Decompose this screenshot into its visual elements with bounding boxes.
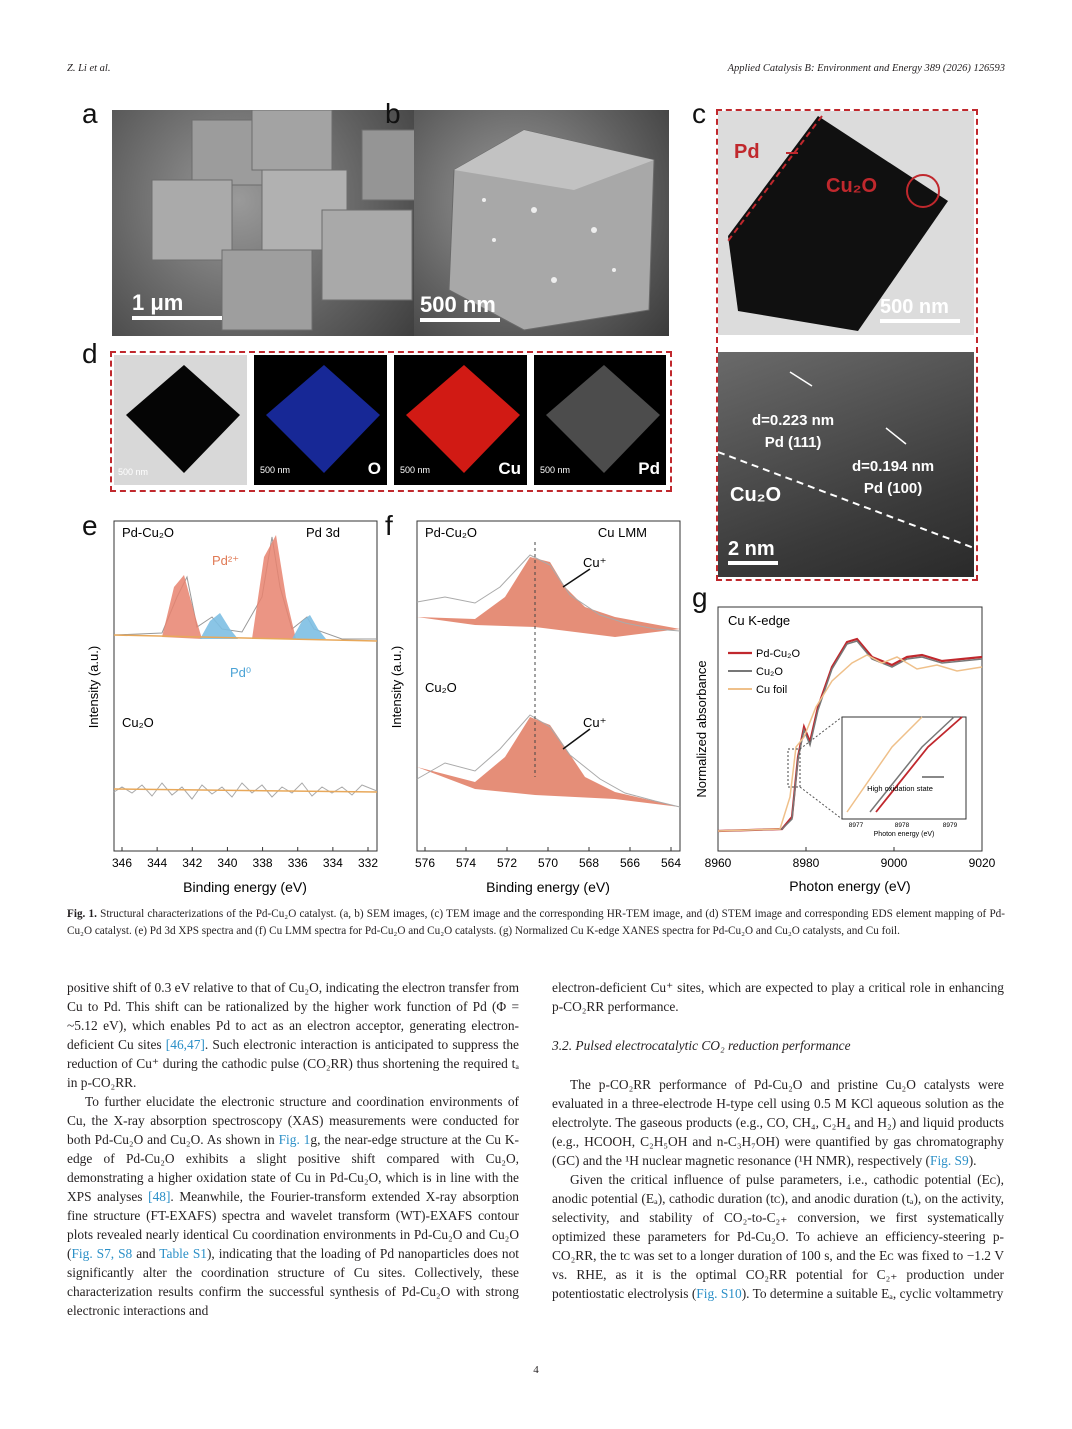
stem-scale: 500 nm	[118, 467, 149, 477]
figure-1	[62, 92, 1012, 895]
g-inset-tick-2: 8979	[942, 822, 958, 829]
e-tick-label: 334	[322, 856, 343, 870]
left-paragraph-2: To further elucidate the electronic structure and coordination environments of Cu, the X-ray absorption spectroscopy (XAS) measurements were conducted for both Pd-Cu₂O and Cu₂O. As shown in Fig. 1g, the near-edge structure at the Cu K-edge of Pd-Cu₂O exhibits a slight positive shift compared with Cu₂O, demonstrating a higher oxidation state of Cu in Pd-Cu₂O, which is in line with the XPS analyses [48]. Meanwhile, the Fourier-transform extended X-ray absorption fine structure (FT-EXAFS) spectra and wavelet transform (WT)-EXAFS contour plots revealed nearly identical Cu coordination environments in Pd-Cu₂O and Cu₂O (Fig. S7, S8 and Table S1), indicating that the loading of Pd nanoparticles does not significantly alter the coordination structure of Cu sites. Collectively, these characterization results confirm the successful synthesis of Pd-Cu₂O with strong electronic interactions and	[67, 1094, 520, 1318]
ref-fig-s9[interactable]: Fig. S9	[930, 1153, 969, 1168]
tem-image-c	[718, 111, 974, 335]
f-tick-label: 566	[619, 856, 641, 870]
ref-46-47[interactable]: [46,47]	[165, 1037, 205, 1052]
eds-map-pd	[534, 355, 666, 485]
ref-fig-s7-s8[interactable]: Fig. S7, S8	[71, 1246, 133, 1261]
e-pd2-label: Pd²⁺	[212, 553, 240, 568]
scale-bar-a: 1 μm	[132, 290, 222, 322]
f-tick-label: 564	[660, 856, 682, 870]
g-tick-label: 9000	[880, 856, 908, 870]
f-tick-label: 570	[537, 856, 559, 870]
f-top-label: Pd-Cu₂O	[425, 525, 478, 540]
xps-pd3d-chart	[82, 517, 382, 897]
panel-label-f: f	[385, 510, 393, 541]
e-bottom-label: Cu₂O	[122, 715, 154, 730]
f-tick-label: 574	[455, 856, 477, 870]
e-pd0-label: Pd⁰	[230, 665, 252, 680]
panel-label-g: g	[692, 582, 708, 613]
e-tick-label: 346	[111, 856, 133, 870]
eds-map-o	[254, 355, 387, 485]
hrtem-image	[718, 352, 974, 577]
ref-48[interactable]: [48]	[148, 1189, 171, 1204]
scale-bar-c: 500 nm	[880, 296, 960, 325]
right-paragraph-1: electron-deficient Cu⁺ sites, which are expected to play a critical role in enhancing p-CO₂RR performance.	[552, 980, 1004, 1014]
panel-label-d: d	[82, 338, 98, 369]
eds-pd-scale: 500 nm	[540, 465, 571, 475]
lattice-annotation-100: d=0.194 nm Pd (100)	[852, 458, 935, 497]
right-column	[552, 978, 1004, 1303]
panel-label-c: c	[692, 98, 706, 129]
g-inset-note: High oxidation state	[867, 784, 933, 793]
left-paragraph-1: positive shift of 0.3 eV relative to that of Cu₂O, indicating the electron transfer from Cu to Pd. This shift can be rationalized by the higher work function of Pd (Φ = ~5.12 eV), which enables Pd to act as an electron acceptor, generating electron-deficient Cu sites [46,47]. Such electronic interaction is anticipated to suppress the reduction of Cu⁺ during the cathodic pulse (CO₂RR) thus shortening the required tₐ in p-CO₂RR.	[67, 980, 519, 1090]
cu2o-label-c: Cu₂O	[826, 175, 878, 197]
f-tick-label: 568	[578, 856, 600, 870]
g-tick-label: 8960	[704, 856, 732, 870]
e-tick-label: 336	[287, 856, 308, 870]
g-tick-label: 8980	[792, 856, 820, 870]
eds-pd-label: Pd	[638, 459, 660, 478]
eds-o-scale: 500 nm	[260, 465, 291, 475]
f-cu-plus-top: Cu⁺	[583, 555, 607, 570]
stem-image	[114, 355, 247, 485]
right-paragraph-2: The p-CO₂RR performance of Pd-Cu₂O and pristine Cu₂O catalysts were evaluated in a three-electrode H-type cell using 0.5 M KCl aqueous solution as the electrolyte. The gaseous products (e.g., CO, CH₄, C₂H₄ and H₂) and liquid products (e.g., HCOOH, C₂H₅OH and n-C₃H₇OH) were quantified by gas chromatography (GC) and the ¹H nuclear magnetic resonance (¹H NMR), respectively (Fig. S9).	[552, 1077, 1004, 1168]
e-tick-label: 332	[357, 856, 379, 870]
e-tick-label: 338	[252, 856, 273, 870]
f-xlabel: Binding energy (eV)	[486, 879, 610, 895]
g-legend-0: Pd-Cu₂O	[756, 648, 801, 660]
g-legend-1: Cu₂O	[756, 666, 783, 678]
f-cu-plus-bottom: Cu⁺	[583, 715, 607, 730]
eds-map-cu	[394, 355, 527, 485]
panel-label-e: e	[82, 510, 98, 541]
g-title: Cu K-edge	[728, 613, 791, 628]
eds-o-label: O	[367, 459, 381, 478]
eds-cu-label: Cu	[498, 459, 521, 478]
figure-caption	[67, 906, 1005, 940]
pd-label-c: Pd	[734, 141, 760, 163]
f-corner-label: Cu LMM	[597, 525, 647, 540]
e-tick-label: 340	[217, 856, 238, 870]
g-xlabel: Photon energy (eV)	[789, 878, 911, 894]
right-paragraph-3: Given the critical influence of pulse parameters, i.e., cathodic potential (Eᴄ), anodic potential (Eₐ), cathodic duration (tᴄ), and anodic duration (tₐ), on the activity, selectivity, and stability of CO₂-to-C₂₊ conversion, we first systematically optimized these parameters for Pd-Cu₂O. To achieve an efficiency-steering p-CO₂RR, the tᴄ was set to a longer duration of 100 s, and the Eᴄ was fixed to −1.2 V vs. RHE, as it is the optimal CO₂RR potential for C₂₊ production under potentiostatic electrolysis (Fig. S10). To determine a suitable Eₐ, cyclic voltammetry	[552, 1172, 1004, 1301]
page-number: 4	[533, 1364, 539, 1376]
f-tick-label: 572	[496, 856, 518, 870]
g-inset-tick-1: 8978	[894, 822, 910, 829]
scale-bar-hrtem: 2 nm	[728, 538, 778, 567]
caption-text: Structural characterizations of the Pd-Cu₂O catalyst. (a, b) SEM images, (c) TEM image and the corresponding HR-TEM image, and (d) STEM image and corresponding EDS element mapping of Pd-Cu₂O catalyst. (e) Pd 3d XPS spectra and (f) Cu LMM spectra for Pd-Cu₂O and Cu₂O catalysts. (g) Normalized Cu K-edge XANES spectra for Pd-Cu₂O and Cu₂O catalysts, and Cu foil.	[67, 908, 1005, 937]
g-inset-xlabel: Photon energy (eV)	[873, 831, 935, 838]
sem-image-a	[112, 110, 428, 336]
eds-cu-scale: 500 nm	[400, 465, 431, 475]
g-inset-tick-0: 8977	[848, 822, 864, 829]
running-author: Z. Li et al.	[67, 63, 111, 74]
g-legend-2: Cu foil	[756, 684, 788, 696]
panel-label-b: b	[385, 98, 401, 129]
hrtem-cu2o-label: Cu₂O	[730, 484, 782, 506]
e-corner-label: Pd 3d	[306, 525, 340, 540]
running-journal: Applied Catalysis B: Environment and Energy 389 (2026) 126593	[727, 63, 1005, 74]
f-tick-label: 576	[414, 856, 436, 870]
scale-bar-b: 500 nm	[420, 292, 500, 324]
g-ylabel: Normalized absorbance	[694, 660, 709, 798]
left-column	[67, 978, 519, 1320]
e-xlabel: Binding energy (eV)	[183, 879, 307, 895]
xanes-chart	[692, 597, 1010, 897]
sem-image-b	[414, 110, 669, 336]
f-bottom-label: Cu₂O	[425, 680, 457, 695]
ref-fig-1[interactable]: Fig. 1	[278, 1132, 311, 1147]
panel-label-a: a	[82, 98, 98, 129]
ref-fig-s10[interactable]: Fig. S10	[696, 1286, 742, 1301]
lattice-annotation-111: d=0.223 nm Pd (111)	[752, 412, 835, 451]
e-ylabel: Intensity (a.u.)	[86, 645, 101, 729]
e-tick-label: 342	[182, 856, 203, 870]
f-ylabel: Intensity (a.u.)	[389, 645, 404, 729]
caption-label: Fig. 1.	[67, 908, 97, 920]
section-heading: 3.2. Pulsed electrocatalytic CO₂ reduction performance	[552, 1038, 851, 1053]
e-top-label: Pd-Cu₂O	[122, 525, 175, 540]
e-tick-label: 344	[147, 856, 168, 870]
cu-lmm-chart	[385, 517, 685, 897]
g-tick-label: 9020	[968, 856, 996, 870]
ref-table-s1[interactable]: Table S1	[159, 1246, 207, 1261]
